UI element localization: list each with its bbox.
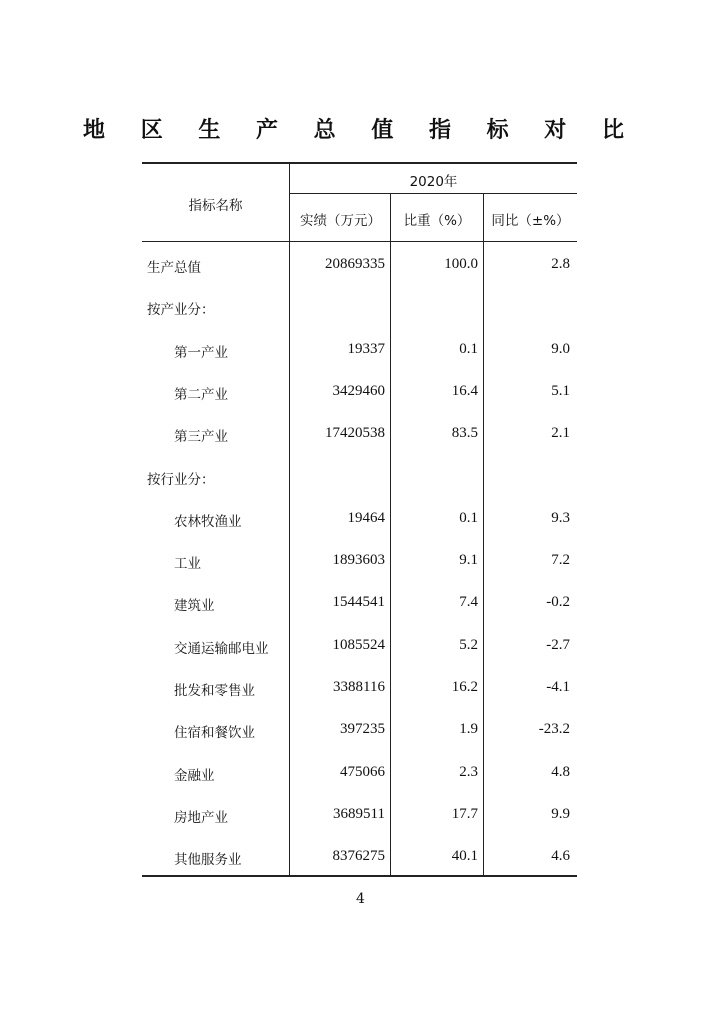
row-name: 其他服务业: [174, 852, 242, 869]
row-share-value: 100.0: [444, 256, 478, 272]
row-actual-value: 19464: [347, 509, 385, 526]
row-share-value: 40.1: [451, 848, 478, 865]
row-name: 按行业分：: [147, 471, 215, 488]
table-top-rule: [142, 162, 577, 164]
row-share-value: 83.5: [451, 425, 478, 442]
row-yoy-value: 5.1: [551, 382, 570, 399]
row-yoy-value: -2.7: [546, 636, 570, 653]
row-share-value: 7.4: [459, 594, 478, 611]
row-actual-value: 8376275: [332, 848, 385, 865]
row-actual-value: 20869335: [325, 256, 385, 272]
row-name: 第三产业: [174, 429, 228, 446]
row-yoy-value: -0.2: [546, 594, 570, 611]
row-actual-value: 19337: [347, 340, 385, 357]
name-column-divider: [289, 162, 290, 877]
header-bottom-rule: [142, 241, 577, 242]
row-name: 第二产业: [174, 386, 228, 403]
indicator-name-header: 指标名称: [188, 198, 243, 214]
row-actual-value: 1893603: [332, 552, 385, 569]
row-share-value: 1.9: [459, 721, 478, 738]
row-share-value: 17.7: [451, 805, 478, 822]
share-column-header: 比重（%）: [403, 213, 471, 229]
row-share-value: 0.1: [459, 509, 478, 526]
row-yoy-value: 2.1: [551, 425, 570, 442]
row-name: 生产总值: [147, 260, 201, 276]
row-actual-value: 397235: [340, 721, 385, 738]
row-actual-value: 3429460: [332, 382, 385, 399]
row-share-value: 9.1: [459, 552, 478, 569]
table-bottom-rule: [142, 875, 577, 877]
row-share-value: 16.4: [451, 382, 478, 399]
row-actual-value: 3689511: [333, 805, 385, 822]
row-name: 批发和零售业: [174, 683, 255, 699]
row-yoy-value: 9.3: [551, 509, 570, 526]
row-yoy-value: -4.1: [546, 679, 570, 695]
actual-column-header: 实绩（万元）: [300, 213, 381, 229]
row-name: 第一产业: [174, 344, 228, 361]
row-yoy-value: 9.0: [551, 340, 570, 357]
row-name: 交通运输邮电业: [174, 640, 269, 657]
row-name: 按产业分：: [147, 302, 215, 319]
row-share-value: 2.3: [459, 763, 478, 780]
row-share-value: 16.2: [451, 679, 478, 695]
row-yoy-value: 2.8: [551, 256, 570, 272]
page-title: 地 区 生 产 总 值 指 标 对 比: [83, 118, 638, 143]
row-yoy-value: 9.9: [551, 805, 570, 822]
row-actual-value: 3388116: [333, 679, 385, 695]
row-yoy-value: 4.8: [551, 763, 570, 780]
row-share-value: 5.2: [459, 636, 478, 653]
row-yoy-value: -23.2: [538, 721, 570, 738]
row-name: 房地产业: [174, 809, 228, 826]
row-name: 工业: [174, 556, 201, 573]
row-yoy-value: 4.6: [551, 848, 570, 865]
row-name: 住宿和餐饮业: [174, 725, 255, 742]
page-number: 4: [356, 891, 365, 907]
row-actual-value: 1544541: [332, 594, 385, 611]
year-divider-rule: [289, 193, 577, 194]
row-name: 金融业: [174, 767, 215, 784]
row-name: 农林牧渔业: [174, 513, 242, 530]
row-actual-value: 475066: [340, 763, 385, 780]
row-actual-value: 17420538: [325, 425, 385, 442]
row-name: 建筑业: [174, 598, 215, 615]
row-share-value: 0.1: [459, 340, 478, 357]
row-yoy-value: 7.2: [551, 552, 570, 569]
year-header: 2020年: [409, 174, 458, 190]
yoy-column-header: 同比（±%）: [491, 213, 570, 229]
row-actual-value: 1085524: [332, 636, 385, 653]
gdp-indicator-table: [142, 162, 577, 877]
